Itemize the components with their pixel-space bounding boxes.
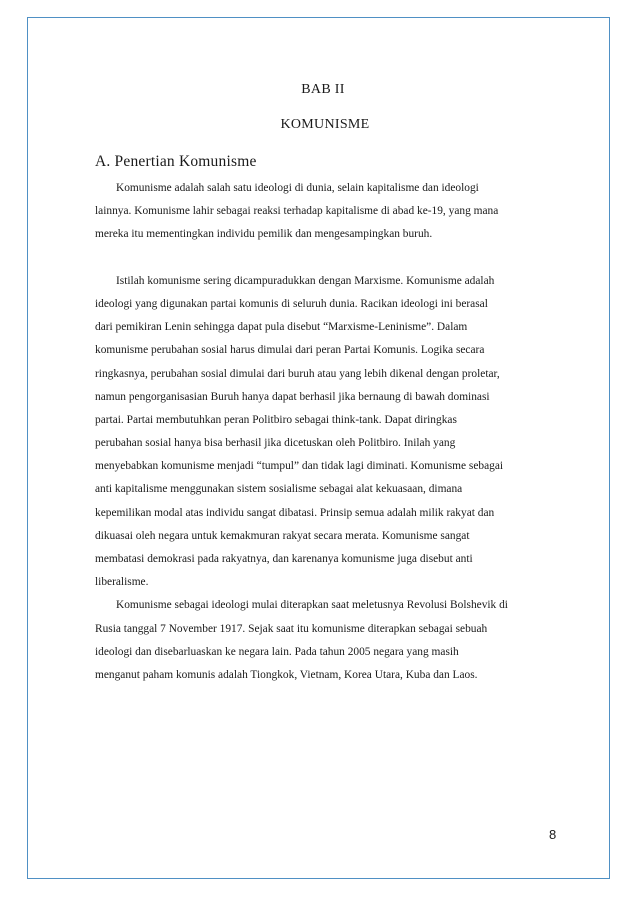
body-text	[95, 177, 563, 687]
text-line: liberalisme.	[95, 576, 149, 589]
text-line: ideologi dan disebarluaskan ke negara lain. Pada tahun 2005 negara yang masih	[95, 645, 459, 658]
chapter-number: BAB II	[301, 82, 345, 97]
text-line: mereka itu mementingkan individu pemilik dan mengesampingkan buruh.	[95, 228, 433, 241]
text-line: ideologi yang digunakan partai komunis di seluruh dunia. Racikan ideologi ini berasal	[95, 297, 488, 310]
text-line: menyebabkan komunisme menjadi “tumpul” dan tidak lagi diminati. Komunisme sebagai	[95, 460, 504, 473]
text-line: komunisme perubahan sosial harus dimulai dari peran Partai Komunis. Logika secara	[95, 344, 485, 357]
text-line: kepemilikan modal atas individu sangat dibatasi. Prinsip semua adalah milik rakyat dan	[95, 506, 495, 519]
page-number: 8	[549, 827, 557, 842]
text-line: Komunisme adalah salah satu ideologi di dunia, selain kapitalisme dan ideologi	[116, 182, 479, 194]
text-line: dikuasai oleh negara untuk kemakmuran rakyat secara merata. Komunisme sangat	[95, 529, 470, 542]
text-line: perubahan sosial hanya bisa berhasil jika dicetuskan oleh Politbiro. Inilah yang	[95, 437, 456, 450]
section-heading: A. Penertian Komunisme	[95, 153, 257, 170]
text-line: partai. Partai membutuhkan peran Politbiro sebagai think-tank. Dapat diringkas	[95, 413, 457, 426]
text-line: Komunisme sebagai ideologi mulai diterapkan saat meletusnya Revolusi Bolshevik di	[116, 599, 508, 612]
text-line: Istilah komunisme sering dicampuradukkan dengan Marxisme. Komunisme adalah	[116, 274, 495, 287]
text-line: membatasi demokrasi pada rakyatnya, dan karenanya komunisme juga disebut anti	[95, 553, 473, 565]
text-line: lainnya. Komunisme lahir sebagai reaksi terhadap kapitalisme di abad ke-19, yang mana	[95, 205, 499, 218]
text-line: anti kapitalisme menggunakan sistem sosialisme sebagai alat kekuasaan, dimana	[95, 483, 463, 496]
text-line: Rusia tanggal 7 November 1917. Sejak saat itu komunisme diterapkan sebagai sebuah	[95, 622, 488, 635]
text-line: namun pengorganisasian Buruh hanya dapat berhasil jika bernaung di bawah dominasi	[95, 390, 490, 403]
blank-line	[95, 247, 563, 270]
text-line: dari pemikiran Lenin sehingga dapat pula disebut “Marxisme-Leninisme”. Dalam	[95, 321, 468, 334]
text-line: ringkasnya, perubahan sosial dimulai dari buruh atau yang lebih dikenal dengan proletar,	[95, 367, 500, 380]
text-line: menganut paham komunis adalah Tiongkok, Vietnam, Korea Utara, Kuba dan Laos.	[95, 668, 478, 681]
chapter-title: KOMUNISME	[280, 117, 370, 132]
